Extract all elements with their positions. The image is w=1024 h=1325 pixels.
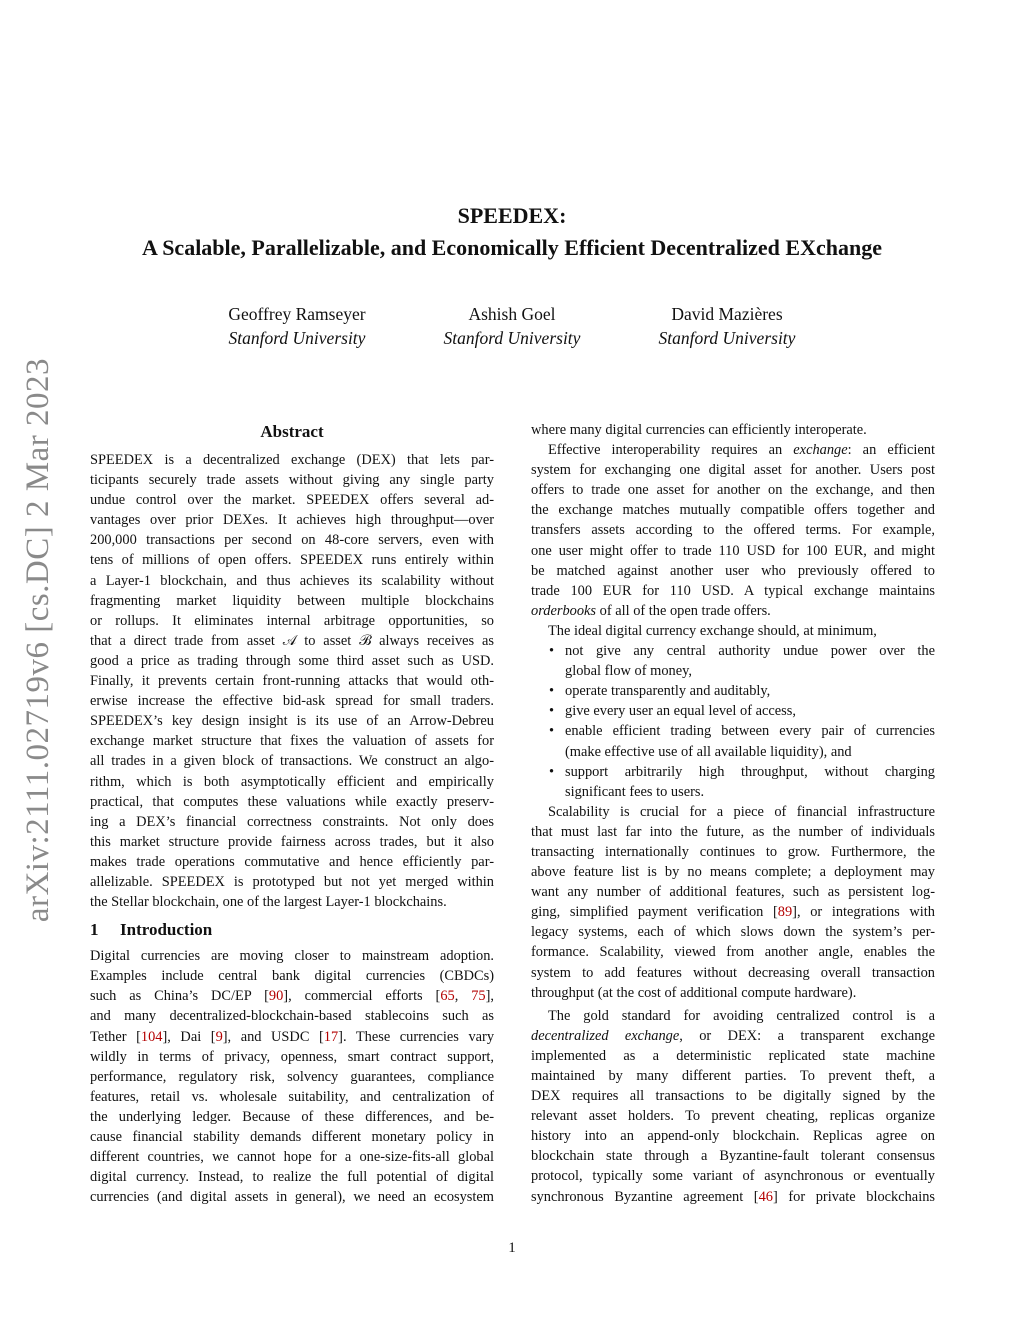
list-item-continuation: (make effective use of all available liquidity), and: [565, 743, 852, 760]
author: [620, 302, 835, 350]
list-item: • not give any central authority undue power over the: [549, 643, 935, 660]
author-affiliation: Stanford University: [228, 328, 366, 348]
intro-paragraph: [90, 946, 494, 1207]
list-item: • give every user an equal level of access,: [549, 703, 796, 720]
abstract-line: makes trade operations commutative and hence efficiently par-: [90, 853, 494, 870]
abstract-heading: Abstract: [260, 422, 324, 441]
section-number: 1: [90, 920, 99, 940]
title-line-2: A Scalable, Parallelizable, and Economically Efficient Decentralized EXchange: [142, 235, 882, 260]
abstract-line: fragmenting market liquidity between multiple blockchains: [90, 592, 494, 609]
author-affiliation: Stanford University: [658, 328, 796, 348]
abstract-line: Finally, it prevents certain front-running attacks that would oth-: [90, 673, 494, 690]
text-line: such as China’s DC/EP [90], commercial efforts [65, 75],: [90, 988, 494, 1005]
author-name: Geoffrey Ramseyer: [228, 304, 366, 324]
text-line: trade 100 EUR for 110 USD. A typical exchange maintains: [531, 582, 935, 599]
abstract-line: or rollups. It eliminates internal arbitrage opportunities, so: [90, 612, 494, 629]
text-line: different countries, we cannot hope for a one-size-fits-all global: [90, 1149, 494, 1166]
abstract-line: vantages over prior DEXes. It achieves high throughput—over: [90, 512, 494, 529]
abstract-line: the Stellar blockchain, one of the largest Layer-1 blockchains.: [90, 894, 447, 911]
abstract-line: ing a DEX’s financial correctness constraints. Not only does: [90, 813, 494, 830]
arxiv-stamp: arXiv:2111.02719v6 [cs.DC] 2 Mar 2023: [20, 358, 56, 923]
text-line: the exchange matches mutually compatible offers together and: [531, 502, 935, 519]
text-line: system for exchanging one digital asset for another. Users post: [531, 462, 935, 479]
text-line: want any number of additional features, such as persistent log-: [531, 884, 935, 901]
text-line: DEX requires all transactions to be digitally signed by the: [531, 1088, 935, 1105]
text-line: decentralized exchange, or DEX: a transparent exchange: [531, 1027, 935, 1044]
text-line: Scalability is crucial for a piece of financial infrastructure: [548, 803, 935, 820]
text-line: Examples include central bank digital currencies (CBDCs): [90, 968, 494, 985]
left-column: [90, 420, 494, 1207]
text-line: formance. Scalability, viewed from another angle, enables the: [531, 944, 935, 961]
citation-link[interactable]: 90: [268, 988, 284, 1005]
abstract-body: [90, 450, 494, 912]
text-line: that must last far into the future, as the number of individuals: [531, 823, 935, 840]
abstract-line: SPEEDEX is a decentralized exchange (DEX) that lets par-: [90, 452, 494, 468]
text-line: orderbooks of all of the open trade offers.: [531, 602, 771, 619]
text-line: Effective interoperability requires an exchange: an efficient: [548, 442, 935, 459]
text-line: above feature list is by no means complete; a deployment may: [531, 864, 935, 881]
abstract-line: this market structure provide fairness across trades, but it also: [90, 833, 494, 850]
text-line: be matched against another user who previously offered to: [531, 562, 935, 579]
text-line: digital currency. Instead, to realize the full potential of digital: [90, 1169, 494, 1186]
abstract-line: that a direct trade from asset 𝒜 to asset ℬ always receives as: [90, 632, 494, 649]
list-item-continuation: global flow of money,: [565, 663, 692, 680]
section-title: Introduction: [120, 920, 213, 940]
citation-link[interactable]: 46: [758, 1188, 773, 1205]
citation-link[interactable]: 17: [323, 1028, 339, 1045]
citation-link[interactable]: 9: [215, 1028, 223, 1045]
text-line: ging, simplified payment verification [89], or integrations with: [531, 904, 935, 921]
text-line: performance, regulatory risk, solvency guarantees, compliance: [90, 1068, 494, 1085]
text-line: features, retail vs. wholesale suitability, and centralization of: [90, 1088, 494, 1105]
abstract-line: undue control over the market. SPEEDEX offers several ad-: [90, 492, 494, 509]
text-line: Tether [104], Dai [9], and USDC [17]. These currencies vary: [90, 1028, 495, 1045]
text-line: maintained by many different parties. To prevent theft, a: [531, 1068, 935, 1084]
text-line: The gold standard for avoiding centralized control is a: [548, 1007, 935, 1024]
text-line: throughput (at the cost of additional compute hardware).: [531, 984, 857, 1001]
author-block: [0, 302, 1024, 350]
text-line: synchronous Byzantine agreement [46] for private blockchains: [531, 1188, 935, 1205]
text-line: protocol, typically some variant of asynchronous or eventually: [531, 1168, 935, 1185]
text-line: one user might offer to trade 110 USD for 100 EUR, and might: [531, 542, 935, 559]
abstract-line: good a price as trading through some third asset such as USD.: [90, 652, 494, 669]
text-line: wildly in terms of privacy, openness, smart contract support,: [90, 1048, 494, 1065]
citation-link[interactable]: 65: [440, 988, 455, 1005]
text-line: transacting internationally continues to grow. Furthermore, the: [531, 843, 935, 860]
abstract-line: exchange market structure that fixes the valuation of assets for: [90, 733, 494, 750]
text-line: legacy systems, each of which slows down the system’s per-: [531, 924, 935, 941]
page-number: 1: [508, 1240, 516, 1256]
abstract-line: allelizable. SPEEDEX is prototyped but not yet merged within: [90, 873, 494, 890]
text-line: relevant asset holders. To prevent cheating, replicas organize: [531, 1108, 935, 1125]
section-heading-introduction: [90, 918, 494, 942]
text-line: Digital currencies are moving closer to mainstream adoption.: [90, 948, 494, 965]
text-line: and many decentralized-blockchain-based stablecoins such as: [90, 1008, 494, 1025]
text-line: blockchain state through a Byzantine-fault tolerant consensus: [531, 1148, 935, 1165]
list-item: • enable efficient trading between every pair of currencies: [549, 723, 935, 740]
abstract-line: a Layer-1 blockchain, and thus achieves its scalability without: [90, 572, 494, 589]
abstract-line: all trades in a given block of transactions. We construct an algo-: [90, 753, 494, 770]
abstract-line: ticipants securely trade assets without giving any single party: [90, 472, 494, 489]
list-item: • support arbitrarily high throughput, without charging: [549, 763, 935, 780]
text-line: offers to trade one asset for another on the exchange, and then: [531, 482, 935, 499]
abstract-line: practical, that computes these valuations while exactly preserv-: [90, 793, 494, 810]
right-column: [531, 420, 935, 1207]
text-line: system to add features without decreasing overall transaction: [531, 964, 935, 981]
author-name: David Mazières: [671, 304, 783, 324]
text-line: implemented as a deterministic replicated state machine: [531, 1047, 935, 1064]
list-item: • operate transparently and auditably,: [549, 683, 771, 700]
title-line-1: SPEEDEX:: [457, 203, 567, 228]
list-item-continuation: significant fees to users.: [565, 783, 705, 800]
author: [405, 302, 620, 350]
abstract-line: 200,000 transactions per second on 48-core servers, even with: [90, 532, 494, 549]
author-affiliation: Stanford University: [443, 328, 581, 348]
abstract-line: SPEEDEX’s key design insight is its use of an Arrow-Debreu: [90, 713, 494, 730]
text-line: the underlying ledger. Because of these differences, and be-: [90, 1108, 494, 1125]
abstract-line: tens of millions of open offers. SPEEDEX runs entirely within: [90, 552, 494, 569]
paper-title: [0, 200, 1024, 264]
citation-link[interactable]: 89: [777, 904, 793, 921]
abstract-line: erwise increase the effective bid-ask spread for small traders.: [90, 693, 494, 710]
author: [190, 302, 405, 350]
text-line: where many digital currencies can efficiently interoperate.: [531, 422, 867, 438]
text-line: cause financial stability demands different monetary policy in: [90, 1129, 494, 1145]
abstract-line: rithm, which is both asymptotically efficient and empirically: [90, 773, 494, 790]
bullet-list: [531, 641, 935, 802]
text-line: The ideal digital currency exchange should, at minimum,: [548, 622, 877, 639]
citation-link[interactable]: 75: [471, 988, 486, 1005]
author-name: Ashish Goel: [468, 304, 556, 324]
text-line: history into an append-only blockchain. Replicas agree on: [531, 1128, 935, 1145]
text-line: currencies (and digital assets in general), we need an ecosystem: [90, 1189, 494, 1206]
citation-link[interactable]: 104: [140, 1028, 163, 1045]
text-line: transfers assets according to the offered terms. For example,: [531, 522, 935, 539]
